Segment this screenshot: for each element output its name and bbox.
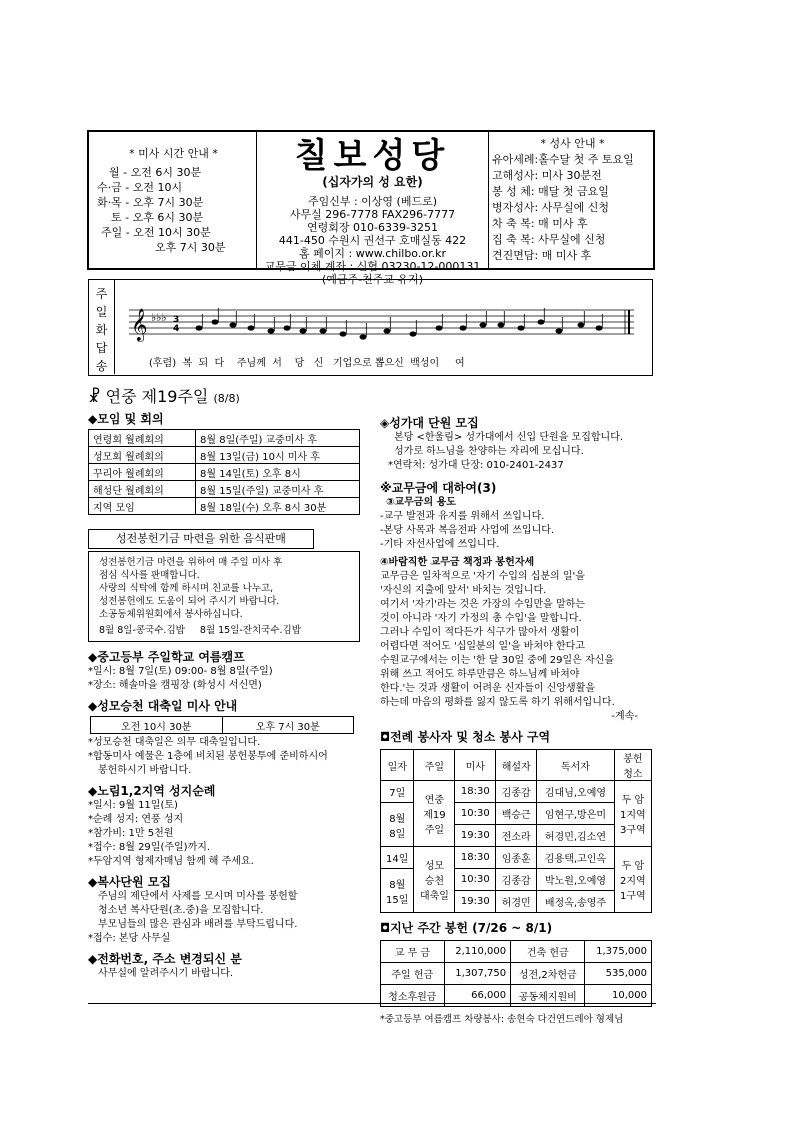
mass-time-row: 주일 - 오전 10시 30분 — [101, 226, 211, 239]
pilgrimage-line: *접수: 8월 29일(주일)까지. — [88, 842, 211, 853]
offering-amount: 535,000 — [585, 963, 652, 985]
table-cell: 김용택,고인옥 — [537, 847, 615, 869]
note-head — [480, 322, 487, 327]
svg-text:4: 4 — [173, 324, 180, 334]
table-row — [381, 963, 652, 985]
pilgrimage-line: *참가비: 1만 5천원 — [88, 828, 174, 839]
table-cell: 18:30 — [455, 781, 496, 803]
table-header: 일자 — [381, 750, 414, 781]
pilgrimage-line: *일시: 9월 11일(토) — [88, 800, 178, 811]
table-header: 주일 — [414, 750, 455, 781]
meeting-time: 8월 13일(금) 10시 미사 후 — [196, 447, 360, 464]
table-header: 미사 — [455, 750, 496, 781]
table-cell: 14일 — [381, 847, 414, 869]
assumption-time: 오전 10시 30분 — [91, 717, 223, 734]
treble-clef-icon: 𝄞 — [131, 308, 148, 341]
psalm-lyrics: (후렴) 복 되 다 주님께 서 당 신 기업으로 뽑으신 백성이 여 — [149, 358, 465, 369]
note-head — [596, 325, 603, 330]
sacrament-row: 차 축 복: 매 미사 후 — [492, 217, 588, 230]
offering-amount: 1,307,750 — [444, 963, 511, 985]
sacrament-row: 집 축 복: 사무실에 신청 — [492, 233, 606, 246]
bottom-divider — [88, 1003, 656, 1004]
table-header: 독서자 — [537, 750, 615, 781]
table-cell: 김종감 — [496, 869, 537, 891]
altar-line: *접수: 본당 사무실 — [88, 933, 171, 944]
pilgrimage-line: *순례 성지: 연풍 성지 — [88, 814, 184, 825]
pastor-line: 주임신부 : 이상영 (베드로) — [307, 195, 438, 208]
psalm-title-char: 화 — [95, 323, 108, 337]
table-header: 해설자 — [496, 750, 537, 781]
camp-line: *장소: 해솔마을 캠핑장 (화성시 서신면) — [88, 680, 262, 691]
table-cell: 10:30 — [455, 869, 496, 891]
mass-time-row: 수·금 - 오전 10시 — [97, 181, 183, 194]
camp-line: *일시: 8월 7일(토) 09:00- 8월 8일(주일) — [88, 666, 273, 677]
church-info-panel — [257, 132, 489, 286]
week-title: 연중 제19주일 — [105, 387, 209, 406]
tithe-body-line: 여기서 '자기'라는 것은 가장의 수입만을 말하는 — [380, 599, 585, 610]
tithe-body-line: 것이 아니라 '자기 가정의 총 수입'을 말합니다. — [380, 613, 582, 624]
table-cell: 임현구,방은미 — [537, 803, 615, 825]
tithe-use: -기타 자선사업에 쓰입니다. — [380, 539, 500, 550]
offering-label: 공동체지원비 — [511, 985, 585, 1007]
meeting-name: 지역 모임 — [89, 498, 196, 515]
meeting-time: 8월 8일(주일) 교중미사 후 — [196, 430, 360, 447]
tithe-body-line: 교무금은 일차적으로 '자기 수입의 십분의 일'을 — [380, 571, 585, 582]
meetings-title: ◆모임 및 회의 — [88, 412, 164, 426]
church-name: 칠보성당 — [294, 136, 451, 176]
table-header: 봉헌 청소 — [614, 750, 651, 781]
offering-label: 주일 헌금 — [381, 963, 445, 985]
sacrament-row: 유아세례:홀수달 첫 주 토요일 — [492, 153, 634, 166]
note-head — [556, 328, 563, 333]
meeting-time: 8월 14일(토) 오후 8시 — [196, 464, 360, 481]
psalm-title-char: 송 — [95, 359, 108, 373]
offering-amount: 66,000 — [444, 985, 511, 1007]
note-head — [410, 331, 417, 336]
offering-label: 청소후원금 — [381, 985, 445, 1007]
table-row — [89, 481, 360, 498]
offering-label: 교 무 금 — [381, 941, 445, 963]
choir-line: 본당 <한울림> 성가대에서 신입 단원을 모집합니다. — [394, 432, 624, 443]
assumption-line: 봉헌하시기 바랍니다. — [98, 765, 192, 776]
tithe-body-line: 그러나 수입이 적다든가 식구가 많아서 생활이 — [380, 627, 580, 638]
table-cell: 허경민,김소연 — [537, 825, 615, 847]
table-row — [89, 498, 360, 515]
psalm-title-char: 일 — [95, 305, 108, 319]
offering-amount: 1,375,000 — [585, 941, 652, 963]
tithe-body-line: 한다.'는 것과 생활이 어려운 신자들이 신앙생활을 — [380, 683, 596, 694]
fund-box-title: 성전봉헌기금 마련을 위한 음식판매 — [88, 529, 314, 549]
mass-time-row: 토 - 오후 6시 30분 — [111, 211, 204, 224]
mass-time-row: 오후 7시 30분 — [155, 241, 226, 254]
homepage-link[interactable]: 홈 페이지 : www.chilbo.or.kr — [299, 247, 446, 260]
table-cell: 19:30 — [455, 891, 496, 913]
mass-times-panel — [89, 132, 257, 268]
offering-title: ◘지난 주간 봉헌 (7/26 ~ 8/1) — [380, 921, 553, 935]
note-head — [436, 325, 443, 330]
office-phone: 사무실 296-7778 FAX296-7777 — [289, 208, 456, 221]
church-subtitle: (십자가의 성 요한) — [322, 175, 423, 189]
assumption-line: *합동미사 예물은 1층에 비치된 봉헌봉투에 준비하시어 — [88, 751, 328, 762]
responsorial-psalm-box — [88, 279, 653, 376]
pilgrimage-title: ◆노림1,2지역 성지순례 — [88, 784, 216, 798]
table-row — [89, 447, 360, 464]
service-table — [380, 749, 652, 913]
meeting-time: 8월 18일(수) 오후 8시 30분 — [196, 498, 360, 515]
table-header-row — [381, 750, 652, 781]
sacrament-row: 고해성사: 미사 30분전 — [492, 169, 602, 182]
table-cell: 연중 제19 주일 — [414, 781, 455, 847]
note-head — [538, 319, 545, 324]
table-row — [89, 464, 360, 481]
meeting-name: 성모회 월례회의 — [89, 447, 196, 464]
meeting-name: 해성단 월례회의 — [89, 481, 196, 498]
psalm-title-char: 답 — [95, 341, 108, 355]
note-head — [212, 319, 219, 324]
bulletin-header — [87, 130, 655, 286]
thanks-note: *중고등부 여름캠프 차량봉사: 송현숙 다건연드레아 형제님 — [380, 1014, 624, 1025]
tithe-body-line: 하는데 마음의 평화를 잃지 않도록 하기 위해서입니다. — [380, 697, 615, 708]
table-cell: 전소라 — [496, 825, 537, 847]
table-row — [381, 847, 652, 869]
note-head — [384, 328, 391, 333]
assumption-time: 오후 7시 30분 — [222, 717, 354, 734]
table-row — [89, 430, 360, 447]
table-cell: 8월 15일 — [381, 869, 414, 913]
council-phone: 연령회장 010-6339-3251 — [307, 221, 438, 234]
meeting-time: 8월 15일(주일) 교중미사 후 — [196, 481, 360, 498]
choir-line: *연락처: 성가대 단장: 010-2401-2437 — [388, 460, 564, 471]
altar-line: 청소년 복사단원(초.중)을 모집합니다. — [98, 905, 264, 916]
music-staff — [129, 302, 639, 346]
fund-notice-box — [88, 551, 360, 642]
church-address: 441-450 수원시 권선구 호매실동 422 — [278, 234, 467, 247]
tithe-use: -교구 발전과 유지를 위해서 쓰입니다. — [380, 511, 545, 522]
note-head — [268, 328, 275, 333]
fund-line: 성전봉헌기금 마련을 위하여 매 주일 미사 후 — [99, 557, 283, 568]
table-cell: 김종감 — [496, 781, 537, 803]
table-cell: 19:30 — [455, 825, 496, 847]
fund-line: 성전봉헌에도 도움이 되어 주시기 바랍니다. — [99, 596, 280, 607]
note-head — [498, 322, 505, 327]
table-row — [381, 781, 652, 803]
table-cell: 백승근 — [496, 803, 537, 825]
service-title: ◘전례 봉사자 및 청소 봉사 구역 — [380, 730, 551, 744]
table-row — [91, 717, 354, 734]
table-cell: 두 암 1지역 3구역 — [614, 781, 651, 847]
note-head — [518, 325, 525, 330]
note-head — [320, 328, 327, 333]
meeting-name: 꾸리아 월례회의 — [89, 464, 196, 481]
note-head — [460, 325, 467, 330]
note-head — [284, 325, 291, 330]
tithe-use: -본당 사목과 복음전파 사업에 쓰입니다. — [380, 525, 555, 536]
table-cell: 허경민 — [496, 891, 537, 913]
sacraments-panel — [489, 132, 653, 268]
tithe-body-line: 수원교구에서는 이는 '한 달 30일 중에 29일은 자신을 — [380, 655, 614, 666]
fund-line: 8월 8일-콩국수.김밥 8월 15일-잔치국수.김밥 — [99, 625, 301, 636]
table-cell: 박노원,오예영 — [537, 869, 615, 891]
assumption-line: *성모승천 대축일은 의무 대축일입니다. — [88, 737, 261, 748]
sacrament-row: 견진면담: 매 미사 후 — [492, 249, 592, 262]
phone-title: ◆전화번호, 주소 변경되신 분 — [88, 952, 242, 966]
choir-title: ◈성가대 단원 모집 — [380, 416, 479, 430]
table-cell: 10:30 — [455, 803, 496, 825]
continued-note: -계속- — [611, 711, 638, 722]
bank-account: 교무금 이체 계좌 : 신협 03230-12-000131 — [264, 260, 481, 273]
sacrament-row: 병자성사: 사무실에 신청 — [492, 201, 609, 214]
psalm-title-char: 주 — [95, 287, 108, 301]
table-cell: 두 암 2지역 1구역 — [614, 847, 651, 913]
offering-amount: 2,110,000 — [444, 941, 511, 963]
tithe-body-line: 어렵다면 적어도 '십일분의 일'을 바쳐야 한다고 — [380, 641, 585, 652]
tithe-body — [380, 570, 658, 710]
mass-time-row: 화·목 - 오후 7시 30분 — [97, 196, 204, 209]
psalm-side-title — [89, 280, 115, 374]
chi-rho-icon: ☧ — [88, 387, 101, 406]
note-head — [300, 328, 307, 333]
note-head — [248, 325, 255, 330]
account-holder: (예금주-천주교 유지) — [321, 273, 424, 286]
meeting-name: 연령회 월례회의 — [89, 430, 196, 447]
right-column — [380, 414, 658, 1026]
mass-times-title: * 미사 시간 안내 * — [129, 147, 218, 160]
choir-line: 성가로 하느님을 찬양하는 자리에 모십니다. — [394, 446, 584, 457]
offering-label: 건축 헌금 — [511, 941, 585, 963]
left-column — [88, 410, 368, 981]
table-cell: 8월 8일 — [381, 803, 414, 847]
week-date: (8/8) — [213, 392, 240, 405]
meetings-table — [88, 429, 360, 515]
altar-line: 주님의 제단에서 사제를 모시며 미사를 봉헌할 — [98, 891, 298, 902]
table-cell: 배정옥,송영주 — [537, 891, 615, 913]
fund-line: 소공동체위원회에서 봉사하십니다. — [99, 609, 243, 620]
fund-line: 사랑의 식탁에 함께 하시며 친교를 나누고, — [99, 583, 274, 594]
tithe-body-line: '자신의 지출에 앞서' 바치는 것입니다. — [380, 585, 547, 596]
camp-title: ◆중고등부 주일학교 여름캠프 — [88, 650, 245, 664]
table-cell: 임종훈 — [496, 847, 537, 869]
fund-line: 점심 식사를 판매합니다. — [99, 570, 200, 581]
phone-line: 사무실에 알려주시기 바랍니다. — [98, 968, 234, 979]
tithe-body-line: 위해 쓰고 적어도 하루만큼은 하느님께 바쳐야 — [380, 669, 580, 680]
mass-time-row: 월 - 오전 6시 30분 — [109, 166, 202, 179]
table-row — [381, 941, 652, 963]
altar-title: ◆복사단원 모집 — [88, 875, 171, 889]
tithe-attitude-title: ④바람직한 교무금 책정과 봉헌자세 — [380, 557, 535, 568]
altar-line: 부모님들의 많은 관심과 배려를 부탁드립니다. — [98, 919, 298, 930]
note-head — [196, 325, 203, 330]
week-title-line — [88, 384, 240, 407]
tithe-title: ※교무금에 대하여(3) — [380, 481, 497, 495]
assumption-title: ◆성모승천 대축일 미사 안내 — [88, 699, 238, 713]
table-cell: 김대님,오예영 — [537, 781, 615, 803]
table-cell: 18:30 — [455, 847, 496, 869]
table-cell: 성모 승천 대축일 — [414, 847, 455, 913]
note-head — [360, 334, 367, 339]
sacrament-row: 봉 성 체: 매달 첫 금요일 — [492, 185, 609, 198]
tithe-use-title: ③교무금의 용도 — [386, 497, 456, 508]
svg-text:♭♭♭: ♭♭♭ — [151, 311, 167, 324]
svg-text:3: 3 — [173, 315, 180, 325]
note-head — [340, 331, 347, 336]
offering-label: 성전,2차헌금 — [511, 963, 585, 985]
table-cell: 7일 — [381, 781, 414, 803]
note-head — [230, 322, 237, 327]
offering-amount: 10,000 — [585, 985, 652, 1007]
assumption-times-table — [90, 716, 354, 734]
sacraments-title: * 성사 안내 * — [540, 137, 605, 150]
note-head — [578, 322, 585, 327]
offering-table — [380, 940, 652, 1007]
pilgrimage-line: *두암지역 형제자매님 함께 해 주세요. — [88, 856, 254, 867]
